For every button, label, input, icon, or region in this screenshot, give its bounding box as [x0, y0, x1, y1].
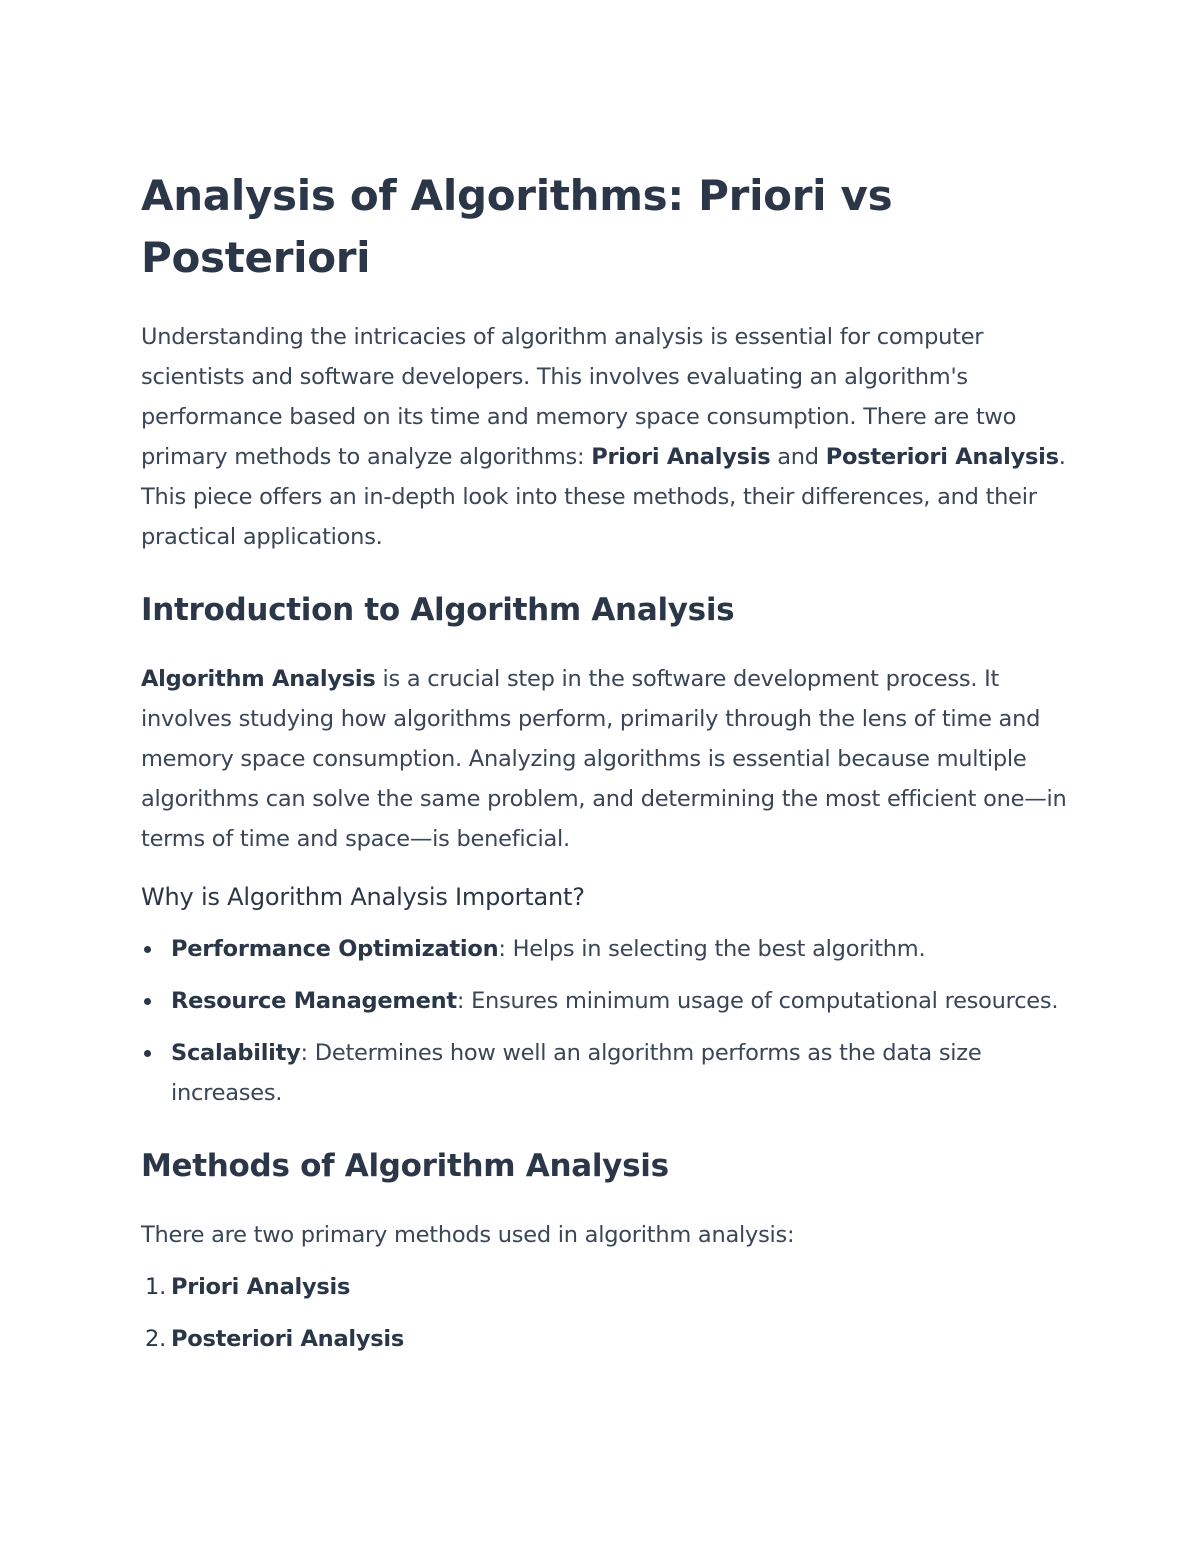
- list-item-label: Scalability: [171, 1040, 301, 1066]
- list-item: [141, 981, 1071, 1021]
- intro-text-1: Understanding the intricacies of algorithm analysis is essential for computer scientists and software developers. This involves evaluating an algorithm's performance based on its time and memory space consumption. There are two primary methods to analyze algorithms:: [141, 324, 1017, 470]
- subheading-importance: Why is Algorithm Analysis Important?: [141, 883, 585, 911]
- methods-paragraph: There are two primary methods used in algorithm analysis:: [141, 1222, 795, 1248]
- list-item: [141, 929, 1071, 969]
- document-title: Analysis of Algorithms: Priori vs Posteriori: [141, 171, 893, 282]
- list-item-label: Resource Management: [171, 988, 457, 1014]
- algorithm-analysis-bold: Algorithm Analysis: [141, 666, 376, 692]
- bullet-icon: [144, 998, 151, 1005]
- importance-list: [141, 929, 1071, 1113]
- list-item-text: : Ensures minimum usage of computational resources.: [456, 988, 1059, 1014]
- list-item-label: Priori Analysis: [171, 1274, 351, 1300]
- intro-text-3: . This piece offers an in-depth look into these methods, their differences, and their practical applications.: [141, 444, 1066, 550]
- bullet-icon: [144, 946, 151, 953]
- list-item: [141, 1267, 1071, 1307]
- methods-list: [141, 1267, 1071, 1359]
- algorithm-analysis-text: is a crucial step in the software development process. It involves studying how algorithms perform, primarily through the lens of time and memory space consumption. Analyzing algorithms is essential because multiple algorithms can solve the same problem, and determining the most efficient one—in terms of time and space—is beneficial.: [141, 666, 1067, 852]
- document-page: [141, 165, 1071, 1371]
- intro-text-2: and: [770, 444, 826, 470]
- algorithm-analysis-paragraph: [141, 659, 1071, 859]
- intro-bold-posteriori: Posteriori Analysis: [825, 444, 1059, 470]
- list-item-text: : Helps in selecting the best algorithm.: [498, 936, 926, 962]
- intro-bold-priori: Priori Analysis: [591, 444, 771, 470]
- section-heading-introduction: Introduction to Algorithm Analysis: [141, 592, 735, 628]
- list-item: [141, 1033, 1071, 1113]
- intro-paragraph: [141, 317, 1071, 557]
- list-item-label: Performance Optimization: [171, 936, 499, 962]
- bullet-icon: [144, 1050, 151, 1057]
- section-heading-methods: Methods of Algorithm Analysis: [141, 1148, 669, 1184]
- list-item: [141, 1319, 1071, 1359]
- list-number: 2.: [145, 1326, 166, 1352]
- list-item-label: Posteriori Analysis: [171, 1326, 405, 1352]
- list-item-text: : Determines how well an algorithm performs as the data size increases.: [171, 1040, 982, 1106]
- list-number: 1.: [145, 1274, 166, 1300]
